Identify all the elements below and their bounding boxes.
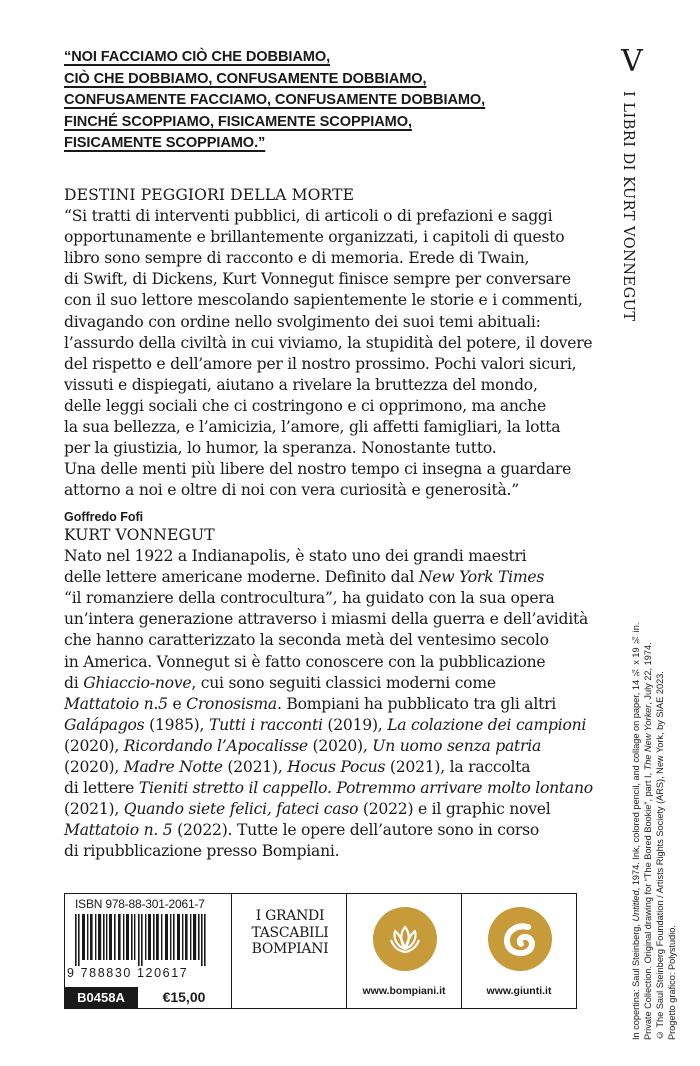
publisher-panel-bompiani: [346, 893, 462, 1009]
quote-line: FISICAMENTE SCOPPIAMO.”: [64, 135, 266, 151]
text-line: attorno a noi e oltre di noi con vera curiosità e generosità.”: [64, 481, 519, 500]
text-line: di ripubblicazione presso Bompiani.: [64, 842, 340, 861]
product-code: B0458A: [65, 987, 137, 1008]
text-line: libro sono sempre di racconto e di memoria. Erede di Twain,: [64, 249, 530, 268]
author-name: KURT VONNEGUT: [64, 526, 215, 544]
giunti-swirl-icon: [488, 907, 552, 971]
text-line: divagando con ordine nello svolgimento dei suoi temi abituali:: [64, 312, 541, 331]
series-mark-panel: [231, 893, 347, 1009]
text-line: (2020), Madre Notte (2021), Hocus Pocus (2021), la raccolta: [64, 758, 531, 777]
quote-line: FINCHÉ SCOPPIAMO, FISICAMENTE SCOPPIAMO,: [64, 113, 412, 130]
text-line: “il romanziere della controcultura”, ha guidato con la sua opera: [64, 589, 555, 608]
text-line: Mattatoio n.5 e Cronosisma. Bompiani ha pubblicato tra gli altri: [64, 694, 557, 713]
series-logo: V: [621, 44, 643, 79]
quote-line: “NOI FACCIAMO CIÒ CHE DOBBIAMO,: [64, 49, 331, 65]
text-line: delle leggi sociali che ci costringono e ci opprimono, ma anche: [64, 396, 546, 415]
series-spine: [612, 44, 652, 322]
text-line: un’intera generazione attraverso i miasmi della guerra e dell’avidità: [64, 610, 589, 629]
quote-line: CONFUSAMENTE FACCIAMO, CONFUSAMENTE DOBBIAMO,: [64, 92, 486, 108]
text-line: delle lettere americane moderne. Definito dal New York Times: [64, 568, 545, 587]
book-title: DESTINI PEGGIORI DELLA MORTE: [64, 186, 355, 204]
text-line: Una delle menti più libere del nostro tempo ci insegna a guardare: [64, 460, 572, 479]
text-line: con il suo lettore mescolando sapientemente le storie e i commenti,: [64, 291, 583, 310]
price: €15,00: [137, 987, 230, 1008]
back-cover-quote: [64, 47, 534, 155]
cover-credits: [630, 622, 690, 1040]
text-line: di lettere Tieniti stretto il cappello. Potremmo arrivare molto lontano: [64, 779, 593, 798]
bompiani-lotus-icon: [373, 907, 437, 971]
barcode-icon: [71, 914, 225, 966]
credit-line: Progetto grafico: Polystudio.: [667, 925, 677, 1040]
series-mark: I GRANDI TASCABILI BOMPIANI: [251, 908, 329, 957]
barcode-digits: 9 788830 120617: [67, 966, 189, 980]
credit-line: © The Saul Steinberg Foundation / Artists Rights Society (ARS), New York, by SIAE 2023.: [655, 671, 665, 1040]
book-description: [64, 185, 604, 529]
text-line: che hanno caratterizzato la seconda metà del ventesimo secolo: [64, 631, 549, 650]
text-line: Galápagos (1985), Tutti i racconti (2019), La colazione dei campioni: [64, 715, 587, 734]
credit-line: Private Collection. Original drawing for “The Bored Bookie”, part I, The New Yorker, July 22, 1974.: [643, 642, 653, 1040]
isbn-number: ISBN 978-88-301-2061-7: [75, 897, 205, 911]
text-line: la sua bellezza, e l’amicizia, l’amore, gli affetti famigliari, la lotta: [64, 418, 561, 437]
barcode-panel: [64, 893, 232, 1009]
publisher-url: www.bompiani.it: [362, 985, 446, 997]
series-title: I LIBRI DI KURT VONNEGUT: [620, 91, 636, 322]
text-line: opportunamente e brillantemente organizzati, i capitoli di questo: [64, 228, 565, 247]
text-line: Mattatoio n. 5 (2022). Tutte le opere dell’autore sono in corso: [64, 821, 540, 840]
text-line: l’assurdo della civiltà in cui viviamo, la stupidità del potere, il dovere: [64, 333, 593, 352]
text-line: “Si tratti di interventi pubblici, di articoli o di prefazioni e saggi: [64, 207, 553, 226]
text-line: di Swift, di Dickens, Kurt Vonnegut finisce sempre per conversare: [64, 270, 571, 289]
text-line: in America. Vonnegut si è fatto conoscere con la pubblicazione: [64, 652, 546, 671]
text-line: (2021), Quando siete felici, fateci caso (2022) e il graphic novel: [64, 800, 551, 819]
text-line: Nato nel 1922 a Indianapolis, è stato uno dei grandi maestri: [64, 547, 527, 566]
credit-line: In copertina: Saul Steinberg, Untitled, 1974. Ink, colored pencil, and collage on paper, 14 ¾ x 19 ¾ in.: [631, 622, 641, 1040]
text-line: (2020), Ricordando l’Apocalisse (2020), Un uomo senza patria: [64, 736, 542, 755]
text-line: del rispetto e dell’amore per il nostro prossimo. Pochi valori sicuri,: [64, 354, 577, 373]
author-bio: [64, 525, 604, 863]
publisher-panel-giunti: [461, 893, 577, 1009]
text-line: per la giustizia, lo humor, la speranza. Nonostante tutto.: [64, 439, 497, 458]
publisher-url: www.giunti.it: [486, 985, 552, 997]
quote-line: CIÒ CHE DOBBIAMO, CONFUSAMENTE DOBBIAMO,: [64, 70, 427, 87]
text-line: vissuti e dispiegati, aiutano a rivelare la bruttezza del mondo,: [64, 375, 538, 394]
quote-signature: Goffredo Fofi: [64, 510, 144, 525]
text-line: di Ghiaccio-nove, cui sono seguiti classici moderni come: [64, 673, 496, 692]
